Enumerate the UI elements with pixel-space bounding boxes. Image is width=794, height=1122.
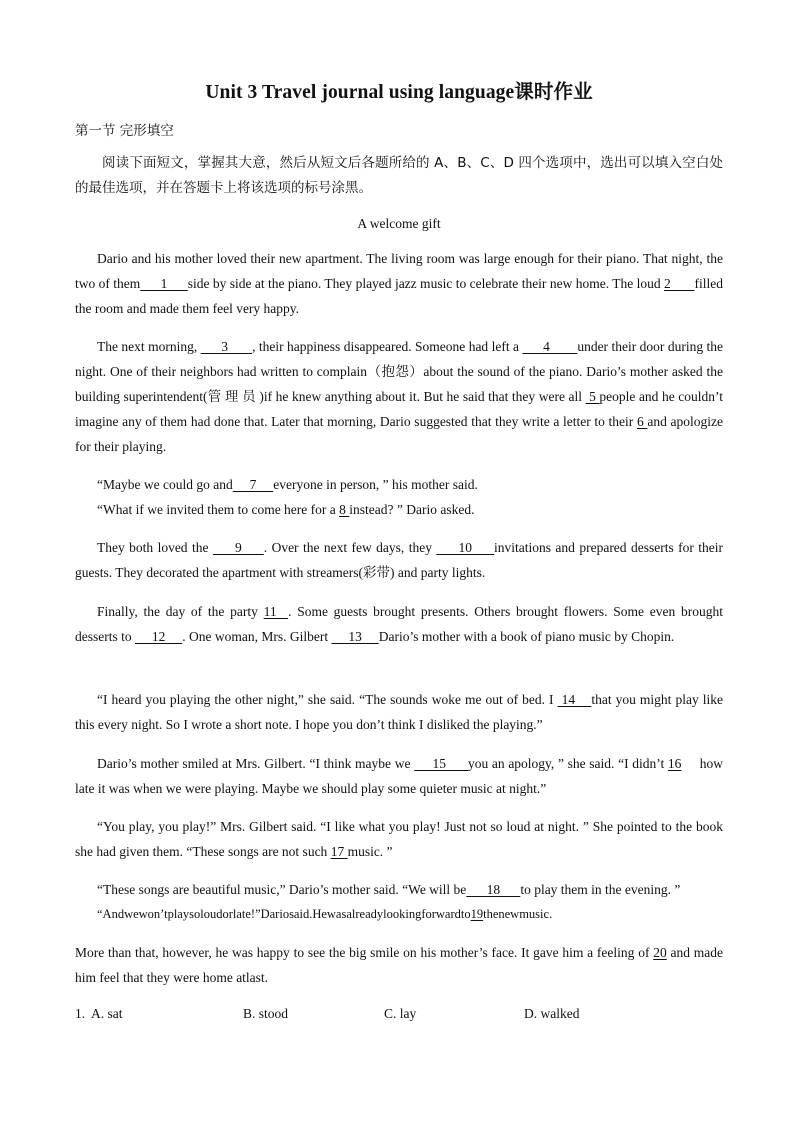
passage-paragraph-10 (75, 877, 723, 902)
paragraph-text: you an apology, ” she said. “I didn’t (467, 756, 668, 771)
passage-paragraph-9 (75, 814, 723, 864)
paragraph-text: “These songs are beautiful music,” Dario’s mother said. “We will be (97, 882, 467, 897)
blank-10: 10 (436, 540, 495, 555)
paragraph-text: that you might play like this every night. So I wrote a short note. I hope you don’t think I disliked the playing.” (75, 692, 724, 732)
paragraph-text: . Some guests brought presents. Others brought flowers. Some even brought desserts to (75, 604, 723, 644)
blank-16: 16 (667, 756, 682, 771)
passage-paragraph-6 (75, 599, 723, 649)
blank-7: 7 (232, 477, 274, 492)
paragraph-text: instead? ” Dario asked. (349, 502, 475, 517)
blank-3: 3 (200, 339, 253, 354)
paragraph-text: . One woman, Mrs. Gilbert (182, 629, 332, 644)
passage-paragraph-11 (75, 902, 723, 927)
passage-paragraph-12 (75, 940, 723, 990)
paragraph-text: how late it was when we were playing. Maybe we should play some quieter music at night.” (75, 756, 727, 796)
passage-paragraph-2 (75, 334, 723, 459)
paragraph-text: and made him feel that they were home atlast. (75, 945, 723, 985)
passage-paragraph-1 (75, 246, 723, 321)
paragraph-text: The next morning, (97, 339, 201, 354)
blank-4: 4 (522, 339, 578, 354)
passage-paragraph-7 (75, 687, 723, 737)
passage-paragraph-8 (75, 751, 727, 801)
blank-19: 19 (470, 907, 484, 921)
section-heading: 第一节 完形填空 (75, 123, 174, 139)
paragraph-text: “Andwewon’tplaysoloudorlate!”Dariosaid.Hewasalreadylookingforwardto (97, 907, 471, 921)
paragraph-text: invitations and prepared desserts for their guests. They decorated the apartment with streamers(彩带) and party lights. (75, 540, 724, 580)
blank-18: 18 (466, 882, 521, 897)
paragraph-text: to play them in the evening. ” (520, 882, 681, 897)
paragraph-text: , their happiness disappeared. Someone had left a (252, 339, 523, 354)
blank-2: 2 (664, 276, 695, 291)
blank-13: 13 (331, 629, 379, 644)
paragraph-text: and apologize for their playing. (75, 414, 723, 454)
paragraph-text: music. ” (347, 844, 393, 859)
paragraph-text: “I heard you playing the other night,” she said. “The sounds woke me out of bed. I (97, 692, 558, 707)
paragraph-text: They both loved the (97, 540, 213, 555)
blank-1: 1 (140, 276, 188, 291)
blank-6: 6 (636, 414, 648, 429)
option-b[interactable]: B. stood (243, 1006, 289, 1021)
passage-paragraph-4 (75, 497, 723, 522)
paragraph-text: under their door during the night. One of their neighbors had written to complain（抱怨）about the sound of the piano. Dario’s mother asked the building superintendent(管 理 员 )if he knew anything about it. But he said that they were all (75, 339, 724, 404)
blank-8: 8 (339, 502, 350, 517)
option-d[interactable]: D. walked (524, 1006, 580, 1021)
option-a[interactable]: A. sat (91, 1006, 123, 1021)
paragraph-text: “What if we invited them to come here for a (97, 502, 340, 517)
option-c[interactable]: C. lay (384, 1006, 417, 1021)
blank-12: 12 (135, 629, 183, 644)
blank-5: 5 (585, 389, 600, 404)
paragraph-text: Dario’s mother with a book of piano music by Chopin. (378, 629, 675, 644)
paragraph-text: everyone in person, ” his mother said. (273, 477, 478, 492)
paragraph-text: . Over the next few days, they (263, 540, 437, 555)
paragraph-text: thenewmusic. (483, 907, 553, 921)
passage-title: A welcome gift (357, 216, 441, 231)
paragraph-text: More than that, however, he was happy to see the big smile on his mother’s face. It gave him a feeling of (75, 945, 654, 960)
blank-15: 15 (414, 756, 468, 771)
page-title: Unit 3 Travel journal using language课时作业 (205, 82, 593, 103)
paragraph-text: side by side at the piano. They played jazz music to celebrate their new home. The loud (187, 276, 664, 291)
passage-paragraph-5 (75, 535, 723, 585)
blank-14: 14 (557, 692, 592, 707)
paragraph-text: people and he couldn’t imagine any of them had done that. Later that morning, Dario suggested that they write a letter to their (75, 389, 724, 429)
instructions: 阅读下面短文，掌握其大意，然后从短文后各题所给的 A、B、C、D 四个选项中，选出可以填入空白处的最佳选项，并在答题卡上将该选项的标号涂黑。 (75, 155, 723, 196)
blank-17: 17 (330, 844, 348, 859)
paragraph-text: filled the room and made them feel very happy. (75, 276, 723, 316)
blank-11: 11 (263, 604, 289, 619)
blank-20: 20 (653, 945, 667, 960)
blank-9: 9 (212, 540, 264, 555)
paragraph-text: Dario and his mother loved their new apartment. The living room was large enough for their piano. That night, the two of them (75, 251, 723, 291)
question-number: 1. (75, 1006, 86, 1021)
passage-paragraph-3 (75, 472, 723, 497)
paragraph-text: “Maybe we could go and (97, 477, 233, 492)
paragraph-text: Dario’s mother smiled at Mrs. Gilbert. “I think maybe we (97, 756, 415, 771)
paragraph-text: “You play, you play!” Mrs. Gilbert said. “I like what you play! Just not so loud at night. ” She pointed to the book she had given them. “These songs are not such (75, 819, 723, 859)
paragraph-text: Finally, the day of the party (97, 604, 264, 619)
